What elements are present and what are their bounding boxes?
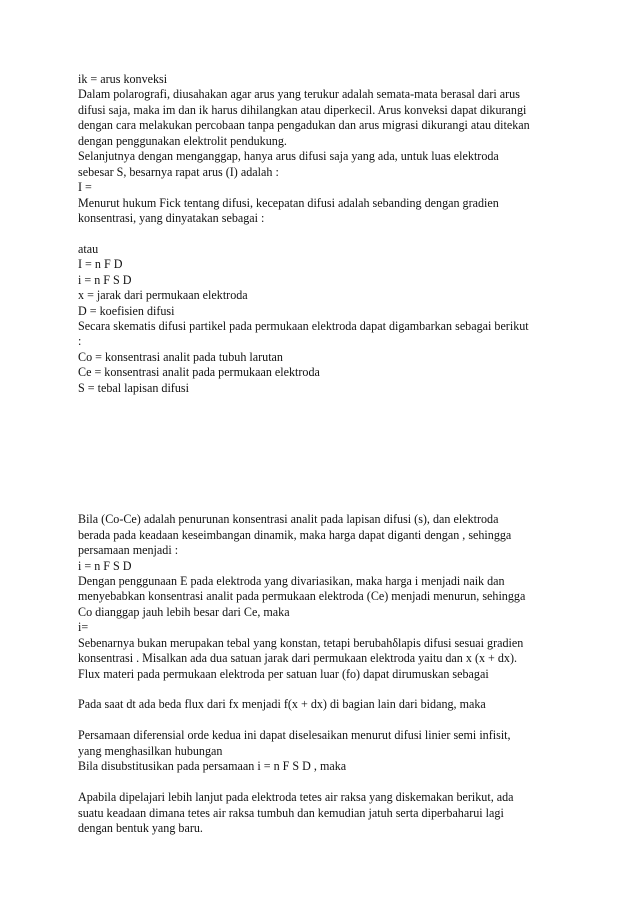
text-line: suatu keadaan dimana tetes air raksa tumbuh dan kemudian jatuh serta diperbaharui lagi	[78, 805, 504, 820]
text-line: Sebenarnya bukan merupakan tebal yang konstan, tetapi berubahδlapis difusi sesuai gradien	[78, 635, 524, 650]
text-line: Flux materi pada permukaan elektroda per satuan luar (fo) dapat dirumuskan sebagai	[78, 666, 489, 681]
text-line: berada pada keadaan keseimbangan dinamik, maka harga dapat diganti dengan , sehingga	[78, 527, 512, 542]
paragraph-block-1	[78, 72, 578, 226]
text-line: Co dianggap jauh lebih besar dari Ce, maka	[78, 604, 290, 619]
text-line: Bila disubstitusikan pada persamaan i = n F S D , maka	[78, 759, 347, 774]
blank-line	[78, 713, 578, 728]
text-line: atau	[78, 241, 99, 256]
blank-line	[78, 775, 578, 790]
text-line: dengan cara melakukan percobaan tanpa pengadukan dan arus migrasi dikurangi atau ditekan	[78, 118, 530, 133]
text-line: dengan penggunakan elektrolit pendukung.	[78, 133, 287, 148]
text-line: ik = arus konveksi	[78, 72, 168, 86]
text-line: Selanjutnya dengan menganggap, hanya arus difusi saja yang ada, untuk luas elektroda	[78, 149, 499, 164]
text-line: konsentrasi . Misalkan ada dua satuan jarak dari permukaan elektroda yaitu dan x (x + dx).	[78, 651, 518, 666]
text-line: I = n F D	[78, 257, 123, 272]
text-line: I =	[78, 180, 92, 195]
text-line: :	[78, 334, 82, 349]
paragraph-block-3	[78, 512, 578, 682]
text-line: Menurut hukum Fick tentang difusi, kecepatan difusi adalah sebanding dengan gradien	[78, 195, 499, 210]
text-line: sebesar S, besarnya rapat arus (I) adalah :	[78, 164, 279, 179]
text-line: dengan bentuk yang baru.	[78, 820, 203, 835]
paragraph-block-4	[78, 697, 578, 712]
figure-placeholder	[78, 396, 578, 512]
blank-line	[78, 682, 578, 697]
text-line: Pada saat dt ada beda flux dari fx menjadi f(x + dx) di bagian lain dari bidang, maka	[78, 697, 486, 712]
text-line: Bila (Co-Ce) adalah penurunan konsentrasi analit pada lapisan difusi (s), dan elektroda	[78, 512, 499, 527]
paragraph-block-6	[78, 790, 578, 836]
text-line: persamaan menjadi :	[78, 543, 179, 558]
text-line: S = tebal lapisan difusi	[78, 380, 189, 395]
text-line: x = jarak dari permukaan elektroda	[78, 288, 248, 303]
text-line: Dalam polarografi, diusahakan agar arus yang terukur adalah semata-mata berasal dari arus	[78, 87, 520, 102]
text-line: D = koefisien difusi	[78, 303, 175, 318]
text-line: Co = konsentrasi analit pada tubuh larutan	[78, 349, 283, 364]
text-line: Secara skematis difusi partikel pada permukaan elektroda dapat digambarkan sebagai berikut	[78, 319, 529, 333]
text-line: i = n F S D	[78, 272, 132, 287]
text-line: Apabila dipelajari lebih lanjut pada elektroda tetes air raksa yang diskemakan berikut, ada	[78, 790, 514, 805]
text-line: menyebabkan konsentrasi analit pada permukaan elektroda (Ce) menjadi menurun, sehingga	[78, 589, 526, 604]
text-line: Dengan penggunaan E pada elektroda yang divariasikan, maka harga i menjadi naik dan	[78, 573, 505, 588]
text-line: i = n F S D	[78, 558, 132, 573]
paragraph-block-5	[78, 728, 578, 774]
document-page	[78, 72, 578, 836]
text-line: yang menghasilkan hubungan	[78, 743, 223, 758]
text-line: Ce = konsentrasi analit pada permukaan elektroda	[78, 365, 320, 380]
text-line: Persamaan diferensial orde kedua ini dapat diselesaikan menurut difusi linier semi infisit,	[78, 728, 511, 743]
text-line: konsentrasi, yang dinyatakan sebagai :	[78, 210, 265, 225]
text-line: difusi saja, maka im dan ik harus dihilangkan atau diperkecil. Arus konveksi dapat dikurangi	[78, 102, 527, 117]
text-line: i=	[78, 620, 89, 635]
blank-line	[78, 226, 578, 241]
paragraph-block-2	[78, 242, 578, 396]
